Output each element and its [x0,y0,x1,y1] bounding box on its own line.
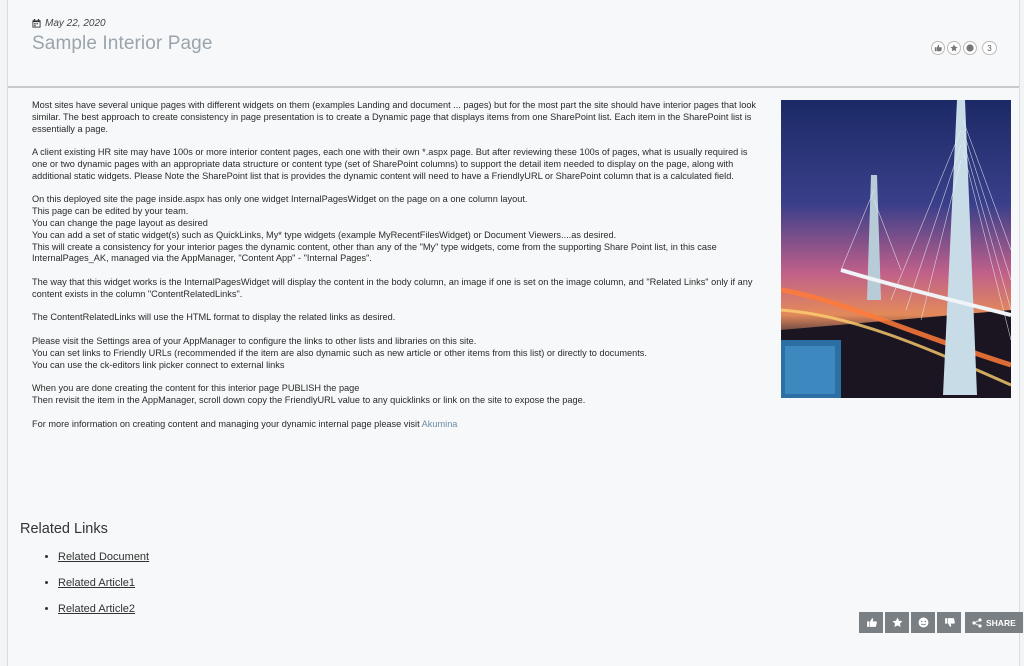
bridge-illustration [781,100,1011,398]
star-icon [892,617,903,628]
calendar-icon [32,19,41,28]
body-line-14: Then revisit the item in the AppManager, scroll down copy the FriendlyURL value to any quicklinks or link on the site to expose the page. [32,394,586,405]
related-link-article1[interactable]: Related Article1 [58,577,136,589]
body-line-11: You can set links to Friendly URLs (recommended if the item are also dynamic such as new article or other items from this list) or directly to documents. [32,347,647,358]
related-links-title: Related Links [20,521,108,537]
publish-date: May 22, 2020 [45,18,106,29]
list-item [58,551,149,563]
body-paragraph-1: Most sites have several unique pages with different widgets on them (examples Landing and document ... pages) but for the most part the site should have interior pages that look similar. The best approach to create consistency in page presentation is to create a Dynamic page that displays items from one SharePoint list. Each item in the SharePoint list is essentially a page. [32,100,757,134]
share-icon [972,618,982,628]
body-line-5: You can change the page layout as desired [32,217,208,228]
social-action-bar [859,612,1023,633]
body-paragraph-8: The way that this widget works is the InternalPagesWidget will display the content in the body column, an image if one is set on the image column, and "Related Links" only if any content exists in the column "ContentRelatedLinks". [32,276,753,299]
rating-count: 3 [982,41,997,55]
share-label: SHARE [986,617,1016,628]
akumina-link[interactable]: Akumina [421,418,458,429]
dislike-button[interactable] [937,612,961,633]
list-item [58,577,149,589]
page-frame [7,0,1020,666]
body-line-7: This will create a consistency for your interior pages the dynamic content, other than any of the "My" type widgets, come from the supporting Share Point list, in this case InternalPages_AK, managed via the AppManager, "Content App" - "Internal Pages". [32,241,717,264]
like-button[interactable] [859,612,883,633]
star-icon[interactable] [947,41,961,55]
body-paragraph-9: The ContentRelatedLinks will use the HTML format to display the related links as desired. [32,312,396,323]
date-row [32,18,213,29]
related-links-list [44,551,149,629]
page-header [32,18,213,55]
body-paragraph-2: A client existing HR site may have 100s or more interior content pages, each one with their own *.aspx page. But after reviewing these 100s of pages, what is usually required is one or two dynamic pages with an appropriate data structure or content type (set of SharePoint columns) to support the detail item needed to display on the page, along with additional static widgets. Please Note the SharePoint list that is provides the dynamic content will need to have a FriendlyURL or SharePoint column that is a calculated field. [32,147,748,181]
body-line-3: On this deployed site the page inside.aspx has only one widget InternalPagesWidget on the page on a one column layout. [32,194,528,205]
related-link-article2[interactable]: Related Article2 [58,603,136,615]
smile-icon [918,617,929,628]
body-line-4: This page can be edited by your team. [32,206,189,217]
share-button[interactable] [965,612,1023,633]
thumbs-up-icon [866,617,877,628]
body-line-15: For more information on creating content and managing your dynamic internal page please visit [32,418,420,429]
favorite-button[interactable] [885,612,909,633]
list-item [58,603,149,615]
thumbs-down-icon [944,617,955,628]
header-divider [8,86,1019,88]
thumbs-up-icon[interactable] [931,41,945,55]
body-line-12: You can use the ck-editors link picker connect to external links [32,359,285,370]
related-link-document[interactable]: Related Document [58,551,150,563]
top-rating-bar [931,41,997,55]
body-line-13: When you are done creating the content for this interior page PUBLISH the page [32,383,360,394]
react-button[interactable] [911,612,935,633]
body-line-6: You can add a set of static widget(s) such as QuickLinks, My* type widgets (example MyRecentFilesWidget) or Document Viewers....as desired. [32,229,617,240]
body-final-paragraph [32,419,757,431]
page-title: Sample Interior Page [32,33,213,54]
page-body [32,100,757,442]
body-line-10: Please visit the Settings area of your AppManager to configure the links to other lists and libraries on this site. [32,335,477,346]
smile-icon[interactable] [963,41,977,55]
hero-image [781,100,1011,398]
